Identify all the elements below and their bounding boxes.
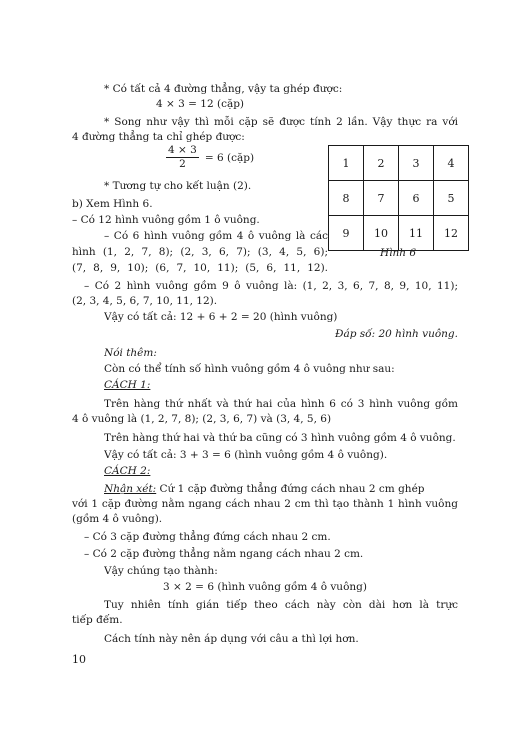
equation-line: 4 × 3 = 12 (cặp) (155, 98, 245, 110)
text-line: Còn có thể tính số hình vuông gồm 4 ô vuông như sau: (104, 363, 395, 375)
text-line: – Có 12 hình vuông gồm 1 ô vuông. (72, 214, 260, 226)
figure-caption: Hình 6 (379, 247, 417, 259)
text-line: – Có 2 cặp đường thẳng nằm ngang cách nhau 2 cm. (84, 548, 364, 560)
equation-line: 3 × 2 = 6 (hình vuông gồm 4 ô vuông) (163, 581, 367, 593)
fraction-denominator: 2 (179, 158, 186, 170)
remark-label: Nhận xét: (104, 483, 157, 495)
fraction-numerator: 4 × 3 (168, 144, 197, 156)
grid-cell: 3 (399, 146, 434, 181)
text-line: (gồm 4 ô vuông). (72, 513, 163, 525)
answer-text: Đáp số: 20 hình vuông. (334, 328, 458, 340)
remark-text: Cứ 1 cặp đường thẳng đứng cách nhau 2 cm ghép (156, 483, 425, 495)
text-line: Trên hàng thứ nhất và thứ hai của hình 6 có 3 hình vuông gồm (104, 398, 458, 410)
text-line (104, 482, 458, 496)
text-line: Cách tính này nên áp dụng với câu a thì lợi hơn. (104, 633, 359, 645)
grid-cell: 9 (329, 216, 364, 251)
fraction (166, 144, 199, 171)
grid-cell: 5 (434, 181, 469, 216)
text-line: (2, 3, 4, 5, 6, 7, 10, 11, 12). (72, 295, 218, 307)
grid-cell: 6 (399, 181, 434, 216)
text-line: 4 đường thẳng ta chỉ ghép được: (72, 131, 245, 143)
grid-cell: 12 (434, 216, 469, 251)
text-line: (7, 8, 9, 10); (6, 7, 10, 11); (5, 6, 11, 12). (72, 262, 328, 274)
grid-row (329, 146, 469, 181)
figure-6-grid (328, 145, 469, 251)
grid-cell: 1 (329, 146, 364, 181)
grid-cell: 7 (364, 181, 399, 216)
grid-cell: 11 (399, 216, 434, 251)
grid-cell: 8 (329, 181, 364, 216)
fraction-result: = 6 (cặp) (204, 151, 255, 164)
text-line: 4 ô vuông là (1, 2, 7, 8); (2, 3, 6, 7) và (3, 4, 5, 6) (72, 413, 332, 425)
text-line: – Có 2 hình vuông gồm 9 ô vuông là: (1, 2, 3, 6, 7, 8, 9, 10, 11); (84, 280, 458, 292)
text-line: Vậy có tất cả: 3 + 3 = 6 (hình vuông gồm 4 ô vuông). (104, 449, 388, 461)
section-label: CÁCH 2: (104, 465, 151, 477)
text-line: – Có 3 cặp đường thẳng đứng cách nhau 2 cm. (84, 531, 331, 543)
text-line: Vậy chúng tạo thành: (104, 565, 218, 577)
section-label: Nói thêm: (104, 347, 157, 359)
text-line: Tuy nhiên tính gián tiếp theo cách này còn dài hơn là trực (104, 599, 458, 611)
grid-cell: 10 (364, 216, 399, 251)
text-line: – Có 6 hình vuông gồm 4 ô vuông là các (104, 230, 328, 242)
grid-cell: 4 (434, 146, 469, 181)
page-number: 10 (72, 653, 86, 666)
grid-cell: 2 (364, 146, 399, 181)
grid-row (329, 181, 469, 216)
section-label: CÁCH 1: (104, 379, 151, 391)
text-line: với 1 cặp đường nằm ngang cách nhau 2 cm thì tạo thành 1 hình vuông (72, 498, 458, 510)
answer-line (72, 327, 458, 341)
fraction-equation (166, 144, 254, 171)
text-line: hình (1, 2, 7, 8); (2, 3, 6, 7); (3, 4, 5, 6); (72, 246, 328, 258)
text-line: * Tương tự cho kết luận (2). (104, 180, 252, 192)
text-line: Vậy có tất cả: 12 + 6 + 2 = 20 (hình vuông) (104, 311, 338, 323)
text-line: * Có tất cả 4 đường thẳng, vậy ta ghép được: (104, 83, 343, 95)
text-line: * Song như vậy thì mỗi cặp sẽ được tính 2 lần. Vậy thực ra với (104, 116, 458, 128)
text-line: b) Xem Hình 6. (72, 198, 153, 210)
grid-row (329, 216, 469, 251)
text-line: Trên hàng thứ hai và thứ ba cũng có 3 hình vuông gồm 4 ô vuông. (104, 432, 456, 444)
text-line: tiếp đếm. (72, 614, 123, 626)
